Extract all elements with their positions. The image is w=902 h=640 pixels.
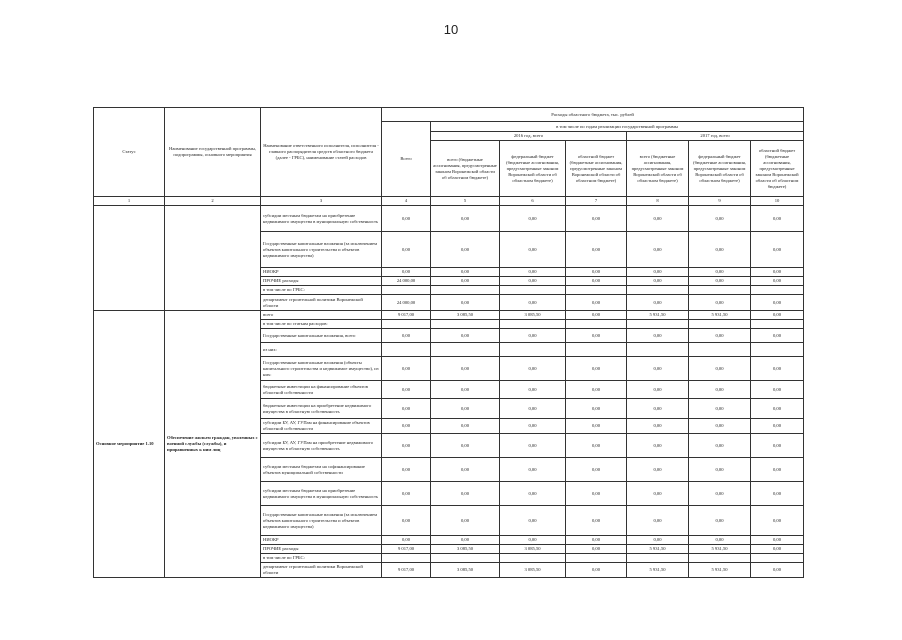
row-label: ПРОЧИЕ расходы [261, 277, 382, 286]
value-cell: 5 931,50 [689, 545, 751, 554]
value-cell [689, 343, 751, 357]
value-cell: 0,00 [627, 268, 689, 277]
value-cell: 0,00 [566, 277, 627, 286]
value-cell: 0,00 [566, 399, 627, 419]
row-label: ПРОЧИЕ расходы [261, 545, 382, 554]
column-number: 6 [500, 197, 566, 206]
value-cell: 0,00 [382, 419, 431, 434]
value-cell [566, 320, 627, 329]
value-cell: 0,00 [566, 268, 627, 277]
value-cell: 0,00 [500, 232, 566, 268]
value-cell: 0,00 [627, 357, 689, 381]
value-cell [566, 343, 627, 357]
value-cell [382, 554, 431, 563]
value-cell: 0,00 [751, 506, 804, 536]
value-cell: 0,00 [627, 506, 689, 536]
value-cell: 0,00 [500, 357, 566, 381]
value-cell: 24 000,00 [382, 295, 431, 311]
value-cell: 0,00 [751, 381, 804, 399]
value-cell: 0,00 [751, 268, 804, 277]
status-cell [94, 206, 165, 311]
header-year-2017: 2017 год, всего [627, 132, 804, 141]
column-number-row [94, 197, 804, 206]
value-cell: 0,00 [627, 381, 689, 399]
value-cell [500, 343, 566, 357]
value-cell: 0,00 [689, 295, 751, 311]
value-cell: 0,00 [566, 434, 627, 458]
row-label: бюджетные инвестиции на финансирование объектов областной собственности [261, 381, 382, 399]
row-label: департамент строительной политики Воронежской области [261, 295, 382, 311]
header-2017-total: всего (бюджетные ассигнования, предусмотренные законом Воронежской области об областном бюджете) [627, 141, 689, 197]
value-cell: 0,00 [751, 482, 804, 506]
value-cell: 0,00 [382, 434, 431, 458]
value-cell: 0,00 [566, 506, 627, 536]
value-cell: 5 931,50 [689, 563, 751, 578]
value-cell: 0,00 [627, 536, 689, 545]
value-cell: 0,00 [751, 232, 804, 268]
value-cell: 0,00 [751, 419, 804, 434]
value-cell [431, 286, 500, 295]
row-label: субсидии местным бюджетам на приобретение недвижимого имущества в муниципальную собственность [261, 482, 382, 506]
value-cell: 0,00 [627, 482, 689, 506]
column-number: 5 [431, 197, 500, 206]
value-cell: 0,00 [431, 206, 500, 232]
value-cell: 0,00 [751, 563, 804, 578]
row-label: субсидии местным бюджетам на приобретение недвижимого имущества в муниципальную собственность [261, 206, 382, 232]
column-number: 1 [94, 197, 165, 206]
value-cell: 0,00 [751, 434, 804, 458]
value-cell: 3 085,50 [431, 545, 500, 554]
row-label: НИОКР [261, 268, 382, 277]
value-cell: 5 931,50 [689, 311, 751, 320]
value-cell: 0,00 [500, 399, 566, 419]
value-cell: 0,00 [500, 277, 566, 286]
value-cell: 0,00 [689, 482, 751, 506]
value-cell: 0,00 [566, 536, 627, 545]
value-cell: 0,00 [500, 482, 566, 506]
value-cell: 0,00 [431, 295, 500, 311]
value-cell: 3 085,50 [500, 311, 566, 320]
value-cell: 0,00 [751, 536, 804, 545]
value-cell: 0,00 [689, 277, 751, 286]
value-cell: 0,00 [566, 311, 627, 320]
value-cell: 0,00 [627, 232, 689, 268]
value-cell [382, 343, 431, 357]
value-cell: 0,00 [751, 277, 804, 286]
value-cell [431, 554, 500, 563]
row-label: субсидии местным бюджетам на софинансирование объектов муниципальной собственности [261, 458, 382, 482]
value-cell [500, 286, 566, 295]
row-label: субсидии БУ, АУ, ГУПам на финансирование объектов областной собственности [261, 419, 382, 434]
value-cell: 0,00 [689, 434, 751, 458]
value-cell: 0,00 [382, 329, 431, 343]
header-program: Наименование государственной программы, подпрограммы, основного мероприятия [165, 108, 261, 197]
value-cell: 0,00 [751, 357, 804, 381]
value-cell: 0,00 [382, 381, 431, 399]
value-cell: 9 017,00 [382, 563, 431, 578]
value-cell: 0,00 [689, 419, 751, 434]
value-cell [627, 343, 689, 357]
row-label: НИОКР [261, 536, 382, 545]
value-cell: 0,00 [431, 357, 500, 381]
value-cell: 0,00 [566, 232, 627, 268]
value-cell [689, 320, 751, 329]
header-year-2016: 2016 год, всего [431, 132, 627, 141]
value-cell: 0,00 [689, 206, 751, 232]
value-cell: 0,00 [500, 536, 566, 545]
value-cell: 0,00 [627, 295, 689, 311]
value-cell: 0,00 [627, 399, 689, 419]
row-label: в том числе по статьям расходов: [261, 320, 382, 329]
value-cell [751, 286, 804, 295]
value-cell [431, 343, 500, 357]
value-cell [382, 320, 431, 329]
value-cell: 5 931,50 [627, 545, 689, 554]
value-cell: 0,00 [431, 277, 500, 286]
value-cell: 0,00 [751, 399, 804, 419]
header-status: Статус [94, 108, 165, 197]
row-label: департамент строительной политики Воронежской области [261, 563, 382, 578]
value-cell: 0,00 [431, 268, 500, 277]
value-cell [431, 320, 500, 329]
value-cell: 0,00 [566, 563, 627, 578]
value-cell: 0,00 [382, 357, 431, 381]
value-cell: 0,00 [431, 482, 500, 506]
value-cell: 9 017,00 [382, 311, 431, 320]
column-number: 2 [165, 197, 261, 206]
value-cell: 0,00 [566, 357, 627, 381]
header-expenses: Расходы областного бюджета, тыс. рублей [382, 108, 804, 122]
value-cell: 5 931,50 [627, 311, 689, 320]
value-cell: 0,00 [382, 482, 431, 506]
column-number: 7 [566, 197, 627, 206]
value-cell: 0,00 [627, 206, 689, 232]
budget-table [93, 107, 804, 578]
header-total: Всего [382, 122, 431, 197]
row-label: в том числе по ГРБС: [261, 554, 382, 563]
header-2016-regional: областной бюджет (бюджетные ассигнования, предусмотренные законом Воронежской области об областном бюджете) [566, 141, 627, 197]
value-cell [689, 554, 751, 563]
value-cell: 0,00 [627, 329, 689, 343]
row-label: Государственные капитальные вложения (объекты капитального строительства и недвижимое имущество), из них: [261, 357, 382, 381]
value-cell [751, 343, 804, 357]
column-number: 8 [627, 197, 689, 206]
column-number: 4 [382, 197, 431, 206]
value-cell: 0,00 [751, 311, 804, 320]
value-cell: 3 085,50 [431, 563, 500, 578]
value-cell [566, 286, 627, 295]
header-2016-total: всего (бюджетные ассигнования, предусмотренные законом Воронежской области об областном бюджете) [431, 141, 500, 197]
value-cell: 0,00 [689, 381, 751, 399]
value-cell: 3 085,50 [431, 311, 500, 320]
page-number: 10 [443, 22, 459, 37]
value-cell: 0,00 [689, 329, 751, 343]
value-cell: 0,00 [751, 206, 804, 232]
header-executor: Наименование ответственного исполнителя, исполнителя - главного распорядителя средств областного бюджета (далее - ГРБС), наименование статей расходов [261, 108, 382, 197]
value-cell: 0,00 [566, 206, 627, 232]
value-cell: 0,00 [689, 536, 751, 545]
value-cell: 0,00 [751, 329, 804, 343]
value-cell: 5 931,50 [627, 563, 689, 578]
value-cell: 0,00 [689, 232, 751, 268]
value-cell: 0,00 [566, 381, 627, 399]
value-cell: 0,00 [689, 399, 751, 419]
value-cell: 3 085,50 [500, 563, 566, 578]
value-cell: 0,00 [566, 419, 627, 434]
row-label: Государственные капитальные вложения (за исключением объектов капитального строительства и объектов недвижимого имущества) [261, 232, 382, 268]
value-cell: 0,00 [382, 268, 431, 277]
value-cell: 0,00 [566, 295, 627, 311]
value-cell: 0,00 [500, 268, 566, 277]
row-label: субсидии БУ, АУ, ГУПам на приобретение недвижимого имущества в областную собственность [261, 434, 382, 458]
row-label: Государственные капитальные вложения, всего [261, 329, 382, 343]
header-2017-federal: федеральный бюджет (бюджетные ассигнования, предусмотренные законом Воронежской области об областном бюджете) [689, 141, 751, 197]
program-cell [165, 206, 261, 311]
row-label: Государственные капитальные вложения (за исключением объектов капитального строительства и объектов недвижимого имущества) [261, 506, 382, 536]
value-cell: 0,00 [751, 295, 804, 311]
value-cell [500, 554, 566, 563]
value-cell: 0,00 [500, 295, 566, 311]
value-cell [751, 320, 804, 329]
value-cell: 0,00 [382, 536, 431, 545]
value-cell: 0,00 [566, 458, 627, 482]
value-cell: 0,00 [500, 434, 566, 458]
value-cell: 0,00 [431, 399, 500, 419]
value-cell: 0,00 [500, 419, 566, 434]
value-cell: 0,00 [382, 232, 431, 268]
row-label: всего [261, 311, 382, 320]
value-cell: 0,00 [689, 268, 751, 277]
value-cell [627, 320, 689, 329]
value-cell [689, 286, 751, 295]
value-cell: 0,00 [431, 506, 500, 536]
value-cell: 0,00 [566, 545, 627, 554]
value-cell: 0,00 [689, 506, 751, 536]
value-cell: 0,00 [382, 506, 431, 536]
value-cell [566, 554, 627, 563]
value-cell: 0,00 [627, 419, 689, 434]
value-cell: 0,00 [431, 381, 500, 399]
header-2017-regional: областной бюджет (бюджетные ассигнования, предусмотренные законом Воронежской области об областном бюджете) [751, 141, 804, 197]
header-2016-federal: федеральный бюджет (бюджетные ассигнования, предусмотренные законом Воронежской области об областном бюджете) [500, 141, 566, 197]
value-cell: 0,00 [689, 458, 751, 482]
value-cell: 0,00 [431, 419, 500, 434]
section-status: Основное мероприятие 1.10 [94, 311, 165, 578]
value-cell: 3 085,50 [500, 545, 566, 554]
value-cell: 0,00 [627, 458, 689, 482]
value-cell: 0,00 [627, 277, 689, 286]
row-label: бюджетные инвестиции на приобретение недвижимого имущества в областную собственность [261, 399, 382, 419]
value-cell: 0,00 [431, 329, 500, 343]
value-cell: 9 017,00 [382, 545, 431, 554]
column-number: 9 [689, 197, 751, 206]
value-cell: 0,00 [500, 458, 566, 482]
value-cell: 0,00 [382, 458, 431, 482]
value-cell: 0,00 [689, 357, 751, 381]
value-cell [627, 286, 689, 295]
value-cell [500, 320, 566, 329]
row-label: в том числе по ГРБС: [261, 286, 382, 295]
value-cell: 0,00 [500, 329, 566, 343]
table-row [94, 206, 804, 232]
value-cell: 0,00 [566, 482, 627, 506]
value-cell: 0,00 [431, 232, 500, 268]
value-cell: 24 000,00 [382, 277, 431, 286]
value-cell: 0,00 [382, 399, 431, 419]
value-cell [751, 554, 804, 563]
value-cell [627, 554, 689, 563]
value-cell: 0,00 [500, 206, 566, 232]
row-label: из них: [261, 343, 382, 357]
value-cell: 0,00 [431, 434, 500, 458]
column-number: 10 [751, 197, 804, 206]
section-program: Обеспечение жильем граждан, уволенных с военной службы (службы), и приравненных к ним лиц [165, 311, 261, 578]
value-cell: 0,00 [566, 329, 627, 343]
value-cell: 0,00 [431, 536, 500, 545]
value-cell: 0,00 [500, 381, 566, 399]
value-cell: 0,00 [382, 206, 431, 232]
table-row [94, 311, 804, 320]
value-cell: 0,00 [751, 545, 804, 554]
value-cell: 0,00 [627, 434, 689, 458]
value-cell: 0,00 [751, 458, 804, 482]
column-number: 3 [261, 197, 382, 206]
value-cell [382, 286, 431, 295]
value-cell: 0,00 [500, 506, 566, 536]
header-including-years: в том числе по годам реализации государственной программы [431, 122, 804, 132]
value-cell: 0,00 [431, 458, 500, 482]
